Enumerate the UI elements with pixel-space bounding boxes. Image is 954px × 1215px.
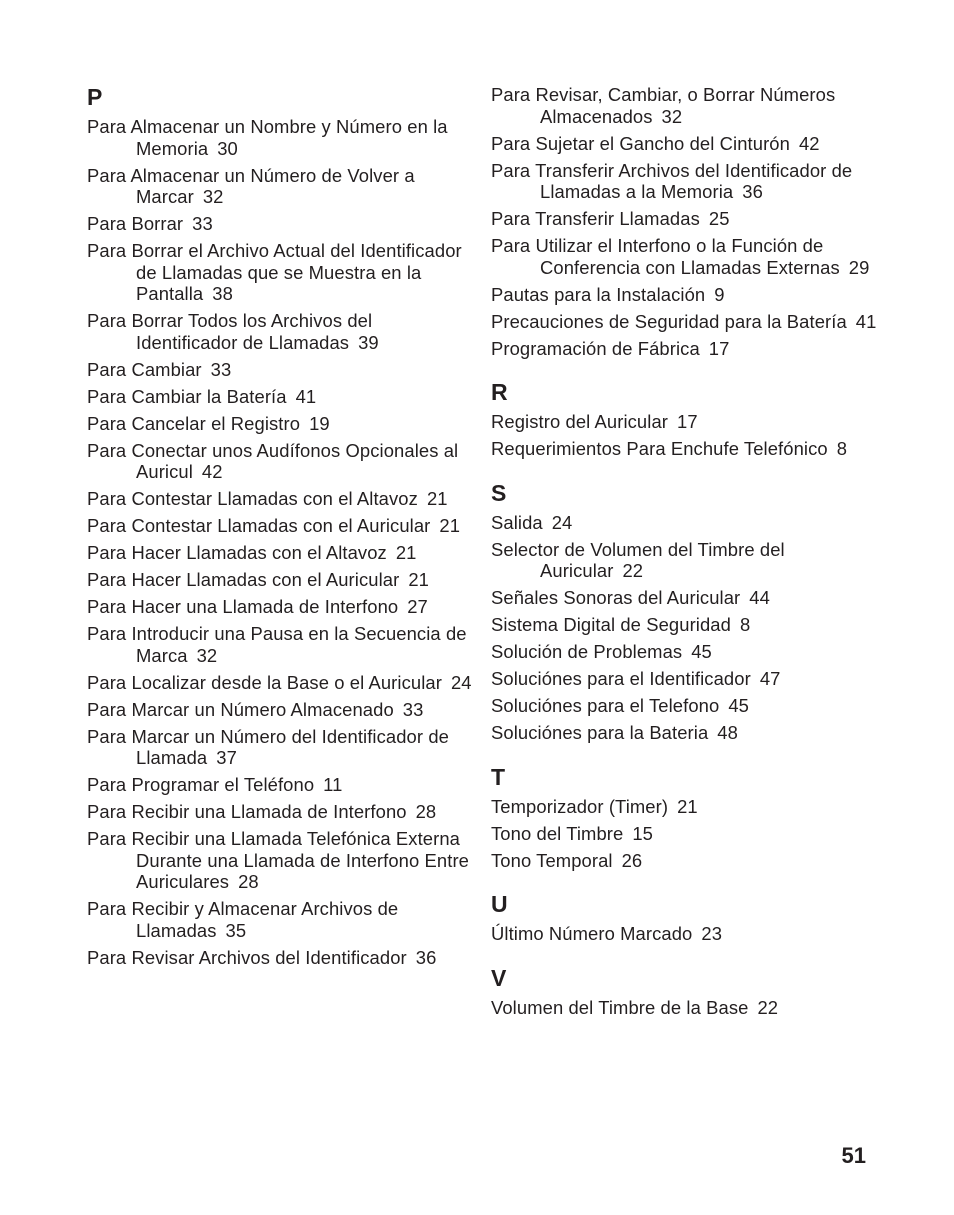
index-entry (87, 413, 472, 435)
entry-page-number: 8 (836, 438, 848, 459)
entry-text: Tono Temporal (491, 849, 613, 871)
entry-page-number: 32 (196, 644, 218, 666)
entry-text: Para Revisar Archivos del Identificador (87, 946, 407, 968)
index-column-right (491, 84, 881, 1024)
entry-text: Para Almacenar un Nombre y Número en la Memoria (87, 116, 448, 159)
index-entry (491, 133, 881, 155)
entry-text: Para Conectar unos Audífonos Opcionales al Auricul (87, 439, 459, 482)
entry-text: Para Utilizar el Interfono o la Función de Conferencia con Llamadas Externas (491, 235, 840, 278)
entry-page-number: 21 (677, 795, 698, 817)
entry-page-number: 44 (749, 587, 770, 608)
section-letter: V (491, 964, 507, 991)
entry-page-number: 38 (212, 283, 233, 304)
entry-page-number: 22 (622, 560, 644, 581)
index-entry (87, 515, 472, 537)
index-section (87, 84, 472, 968)
index-column-left (87, 84, 472, 974)
entry-text: Temporizador (Timer) (491, 795, 669, 817)
entry-text: Precauciones de Seguridad para la Batería (491, 310, 847, 332)
index-entry (87, 359, 472, 381)
entry-text: Salida (491, 511, 543, 533)
section-letter: T (491, 763, 506, 790)
index-entry (87, 488, 472, 510)
index-entry (491, 823, 881, 845)
entry-text: Para Introducir una Pausa en la Secuencia de Marca (87, 623, 467, 666)
index-entry (87, 240, 472, 305)
entry-text: Para Recibir y Almacenar Archivos de Llamadas (87, 898, 399, 941)
index-entry (87, 596, 472, 618)
entry-text: Para Localizar desde la Base o el Auricular (87, 671, 442, 693)
index-section (491, 764, 881, 872)
index-section (491, 891, 881, 945)
entry-page-number: 41 (295, 385, 317, 407)
entry-text: Para Revisar, Cambiar, o Borrar Números Almacenados (491, 84, 836, 127)
entry-text: Programación de Fábrica (491, 337, 700, 359)
entry-page-number: 23 (701, 923, 723, 944)
index-entry (491, 796, 881, 818)
index-entry (491, 160, 881, 203)
entry-page-number: 9 (714, 283, 725, 305)
entry-text: Selector de Volumen del Timbre del Auricular (491, 538, 785, 581)
section-letter: R (491, 379, 508, 405)
entry-page-number: 37 (216, 747, 237, 768)
entry-page-number: 21 (408, 569, 429, 590)
index-entry (491, 208, 881, 230)
entry-text: Para Cambiar la Batería (87, 385, 287, 407)
entry-page-number: 45 (728, 695, 749, 716)
entry-text: Registro del Auricular (491, 411, 668, 432)
entry-text: Volumen del Timbre de la Base (491, 996, 749, 1018)
index-section (491, 965, 881, 1019)
entry-text: Para Almacenar un Número de Volver a Marcar (87, 164, 415, 207)
index-entry (87, 801, 472, 823)
entry-text: Para Hacer una Llamada de Interfono (87, 596, 399, 617)
index-entry (87, 672, 472, 694)
entry-page-number: 30 (217, 137, 238, 159)
entry-page-number: 29 (848, 256, 870, 278)
entry-page-number: 32 (202, 186, 224, 207)
index-entry (87, 116, 472, 159)
entry-text: Para Recibir una Llamada de Interfono (87, 801, 407, 822)
entry-text: Para Recibir una Llamada Telefónica Externa Durante una Llamada de Interfono Entre Auriculares (87, 828, 470, 892)
entry-page-number: 11 (323, 774, 343, 795)
index-entry (491, 438, 881, 460)
entry-page-number: 19 (309, 412, 330, 434)
entry-text: Señales Sonoras del Auricular (491, 587, 741, 608)
entry-page-number: 24 (450, 671, 472, 693)
entry-page-number: 8 (739, 614, 751, 635)
index-entry (491, 614, 881, 636)
index-section (491, 84, 881, 359)
entry-page-number: 36 (742, 181, 763, 202)
entry-text: Para Borrar el Archivo Actual del Identificador de Llamadas que se Muestra en la Pantalla (87, 240, 462, 304)
index-entry (87, 774, 472, 796)
entry-text: Tono del Timbre (491, 822, 624, 844)
entry-page-number: 39 (358, 331, 379, 353)
index-entry (491, 695, 881, 717)
entry-page-number: 42 (201, 461, 223, 482)
entry-text: Para Transferir Llamadas (491, 208, 700, 229)
entry-text: Para Sujetar el Gancho del Cinturón (491, 132, 790, 154)
entry-page-number: 15 (632, 822, 653, 844)
index-entry (491, 997, 881, 1019)
index-entry (491, 668, 881, 690)
index-entry (87, 440, 472, 483)
index-entry (491, 284, 881, 306)
entry-text: Para Programar el Teléfono (87, 774, 315, 795)
entry-page-number: 32 (661, 105, 683, 127)
index-entry (87, 623, 472, 666)
index-entry (87, 165, 472, 208)
index-entry (491, 338, 881, 360)
entry-text: Para Contestar Llamadas con el Auricular (87, 515, 431, 536)
entry-page-number: 45 (691, 641, 712, 662)
index-entry (491, 235, 881, 278)
entry-text: Para Transferir Archivos del Identificador de Llamadas a la Memoria (491, 159, 853, 202)
entry-page-number: 28 (415, 801, 437, 822)
entry-page-number: 21 (439, 515, 461, 536)
index-entry (87, 569, 472, 591)
entry-page-number: 25 (708, 208, 730, 229)
index-entry (87, 898, 472, 941)
entry-text: Para Cambiar (87, 358, 202, 380)
entry-text: Soluciónes para la Bateria (491, 722, 709, 743)
section-letter: P (87, 84, 103, 110)
entry-text: Para Hacer Llamadas con el Auricular (87, 569, 400, 590)
entry-page-number: 24 (551, 511, 573, 533)
index-entry (491, 587, 881, 609)
entry-page-number: 41 (855, 310, 877, 332)
index-entry (491, 539, 881, 582)
entry-text: Para Borrar Todos los Archivos del Identificador de Llamadas (87, 310, 373, 353)
entry-page-number: 35 (225, 919, 247, 941)
index-entry (87, 542, 472, 564)
entry-page-number: 17 (708, 337, 730, 359)
entry-text: Para Contestar Llamadas con el Altavoz (87, 488, 418, 509)
index-entry (87, 310, 472, 353)
index-entry (87, 699, 472, 721)
index-entry (491, 641, 881, 663)
index-entry (87, 726, 472, 769)
entry-text: Pautas para la Instalación (491, 283, 706, 305)
entry-text: Solución de Problemas (491, 641, 683, 662)
entry-page-number: 27 (407, 596, 428, 617)
index-section (491, 480, 881, 744)
index-entry (491, 722, 881, 744)
entry-text: Para Marcar un Número del Identificador de Llamada (87, 725, 449, 768)
index-entry (491, 411, 881, 433)
entry-text: Para Hacer Llamadas con el Altavoz (87, 542, 387, 563)
entry-page-number: 48 (717, 722, 738, 743)
entry-page-number: 42 (798, 132, 820, 154)
page-number: 51 (841, 1143, 866, 1168)
entry-text: Para Borrar (87, 213, 184, 234)
entry-text: Sistema Digital de Seguridad (491, 614, 731, 635)
entry-text: Para Cancelar el Registro (87, 412, 301, 434)
index-entry (491, 84, 881, 127)
index-entry (491, 923, 881, 945)
index-entry (87, 213, 472, 235)
entry-page-number: 33 (402, 698, 424, 720)
entry-page-number: 17 (677, 411, 698, 432)
entry-text: Último Número Marcado (491, 923, 693, 944)
index-entry (491, 512, 881, 534)
entry-page-number: 22 (757, 996, 779, 1018)
entry-page-number: 21 (426, 488, 448, 509)
index-section (491, 379, 881, 460)
entry-page-number: 21 (395, 542, 417, 563)
entry-page-number: 28 (238, 871, 259, 892)
entry-page-number: 47 (759, 668, 781, 689)
entry-text: Requerimientos Para Enchufe Telefónico (491, 438, 828, 459)
index-entry (87, 947, 472, 969)
index-entry (87, 828, 472, 893)
entry-page-number: 26 (621, 849, 643, 871)
entry-text: Para Marcar un Número Almacenado (87, 698, 394, 720)
section-letter: U (491, 891, 508, 917)
index-entry (87, 386, 472, 408)
entry-page-number: 36 (415, 946, 437, 968)
entry-text: Soluciónes para el Telefono (491, 695, 720, 716)
index-entry (491, 311, 881, 333)
entry-page-number: 33 (192, 213, 213, 234)
index-entry (491, 850, 881, 872)
entry-text: Soluciónes para el Identificador (491, 668, 751, 689)
entry-page-number: 33 (210, 358, 232, 380)
section-letter: S (491, 479, 507, 506)
